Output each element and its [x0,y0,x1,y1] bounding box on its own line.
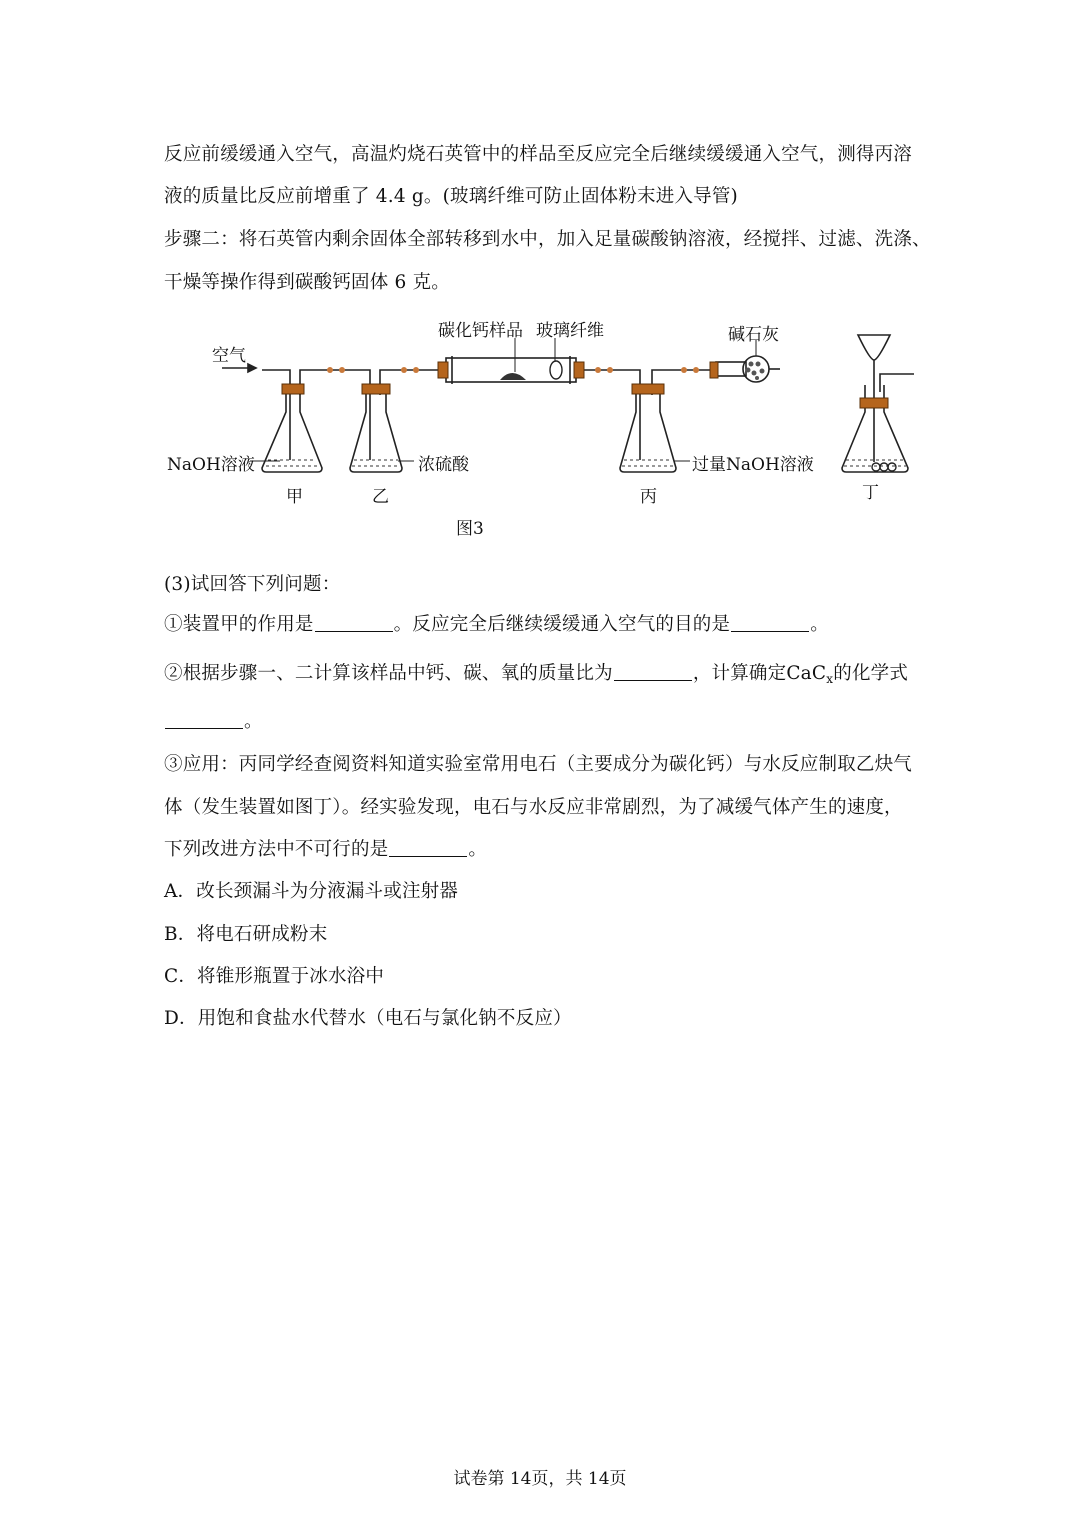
flask-ding-label: 丁 [862,483,879,503]
q3-text-a: 下列改进方法中不可行的是 [164,839,389,860]
apparatus-diagram [0,300,1080,550]
fiber-label: 玻璃纤维 [536,321,604,341]
answer-blank-3[interactable] [614,679,692,681]
soda-lime-label: 碱石灰 [728,325,779,345]
q2-end: 。 [244,711,263,732]
figure-caption: 图3 [456,519,484,539]
para-line-4: 干燥等操作得到碳酸钙固体 6 克。 [164,272,450,293]
answer-blank-2[interactable] [731,630,809,632]
option-c: C．将锥形瓶置于冰水浴中 [164,966,385,987]
answer-blank-5[interactable] [389,855,467,857]
formula-subscript: x [826,672,834,686]
para-line-1: 反应前缓缓通入空气，高温灼烧石英管中的样品至反应完全后继续缓缓通入空气，测得丙溶 [164,144,913,165]
question-3-3-line-2: 体（发生装置如图丁）。经实验发现，电石与水反应非常剧烈，为了减缓气体产生的速度， [164,797,903,818]
air-label: 空气 [212,346,246,366]
carbide-sample [500,373,526,380]
sample-label: 碳化钙样品 [438,321,523,341]
tube-jia-yi [300,370,370,460]
question-3-3-line-1: ③应用：丙同学经查阅资料知道实验室常用电石（主要成分为碳化钙）与水反应制取乙炔气 [164,754,913,775]
formula [786,663,833,684]
drying-tube-stem [716,362,746,376]
question-3-3-line-3 [164,835,487,861]
answer-blank-4[interactable] [165,727,243,729]
glass-fiber [550,361,562,379]
q2-text-c: 的化学式 [833,663,909,684]
q1-text-c: 。 [810,614,829,635]
para-line-2: 液的质量比反应前增重了 4.4 g。(玻璃纤维可防止固体粉末进入导管) [164,186,738,207]
formula-main: CaC [786,663,827,684]
page-footer: 试卷第 14页，共 14页 [453,1469,627,1489]
q1-text-a: ①装置甲的作用是 [164,614,314,635]
question-3-2 [164,659,908,686]
q2-text-b: ，计算确定 [692,663,787,684]
tube-quartz-bing [580,370,640,460]
naoh-label: NaOH溶液 [167,455,255,475]
flask-yi-body [350,392,402,472]
option-b: B．将电石研成粉末 [164,924,328,945]
flask-yi-label: 乙 [372,487,389,507]
flask-bing-label: 丙 [640,487,657,507]
option-d: D．用饱和食盐水代替水（电石与氯化钠不反应） [164,1008,572,1029]
flask-jia-label: 甲 [286,487,303,507]
acid-label: 浓硫酸 [418,455,469,475]
question-3-1 [164,610,829,636]
excess-naoh-label: 过量NaOH溶液 [692,455,814,475]
para-line-3: 步骤二：将石英管内剩余固体全部转移到水中，加入足量碳酸钠溶液，经搅拌、过滤、洗涤、 [164,229,931,250]
q1-text-b: 。反应完全后继续缓缓通入空气的目的是 [393,614,731,635]
option-a: A．改长颈漏斗为分液漏斗或注射器 [164,881,459,902]
question-3-2-continued [164,707,263,733]
q3-text-b: 。 [468,839,488,860]
question-3-intro: (3)试回答下列问题： [164,574,341,595]
answer-blank-1[interactable] [315,630,393,632]
long-neck-funnel [858,335,890,360]
q2-text-a: ②根据步骤一、二计算该样品中钙、碳、氧的质量比为 [164,663,613,684]
